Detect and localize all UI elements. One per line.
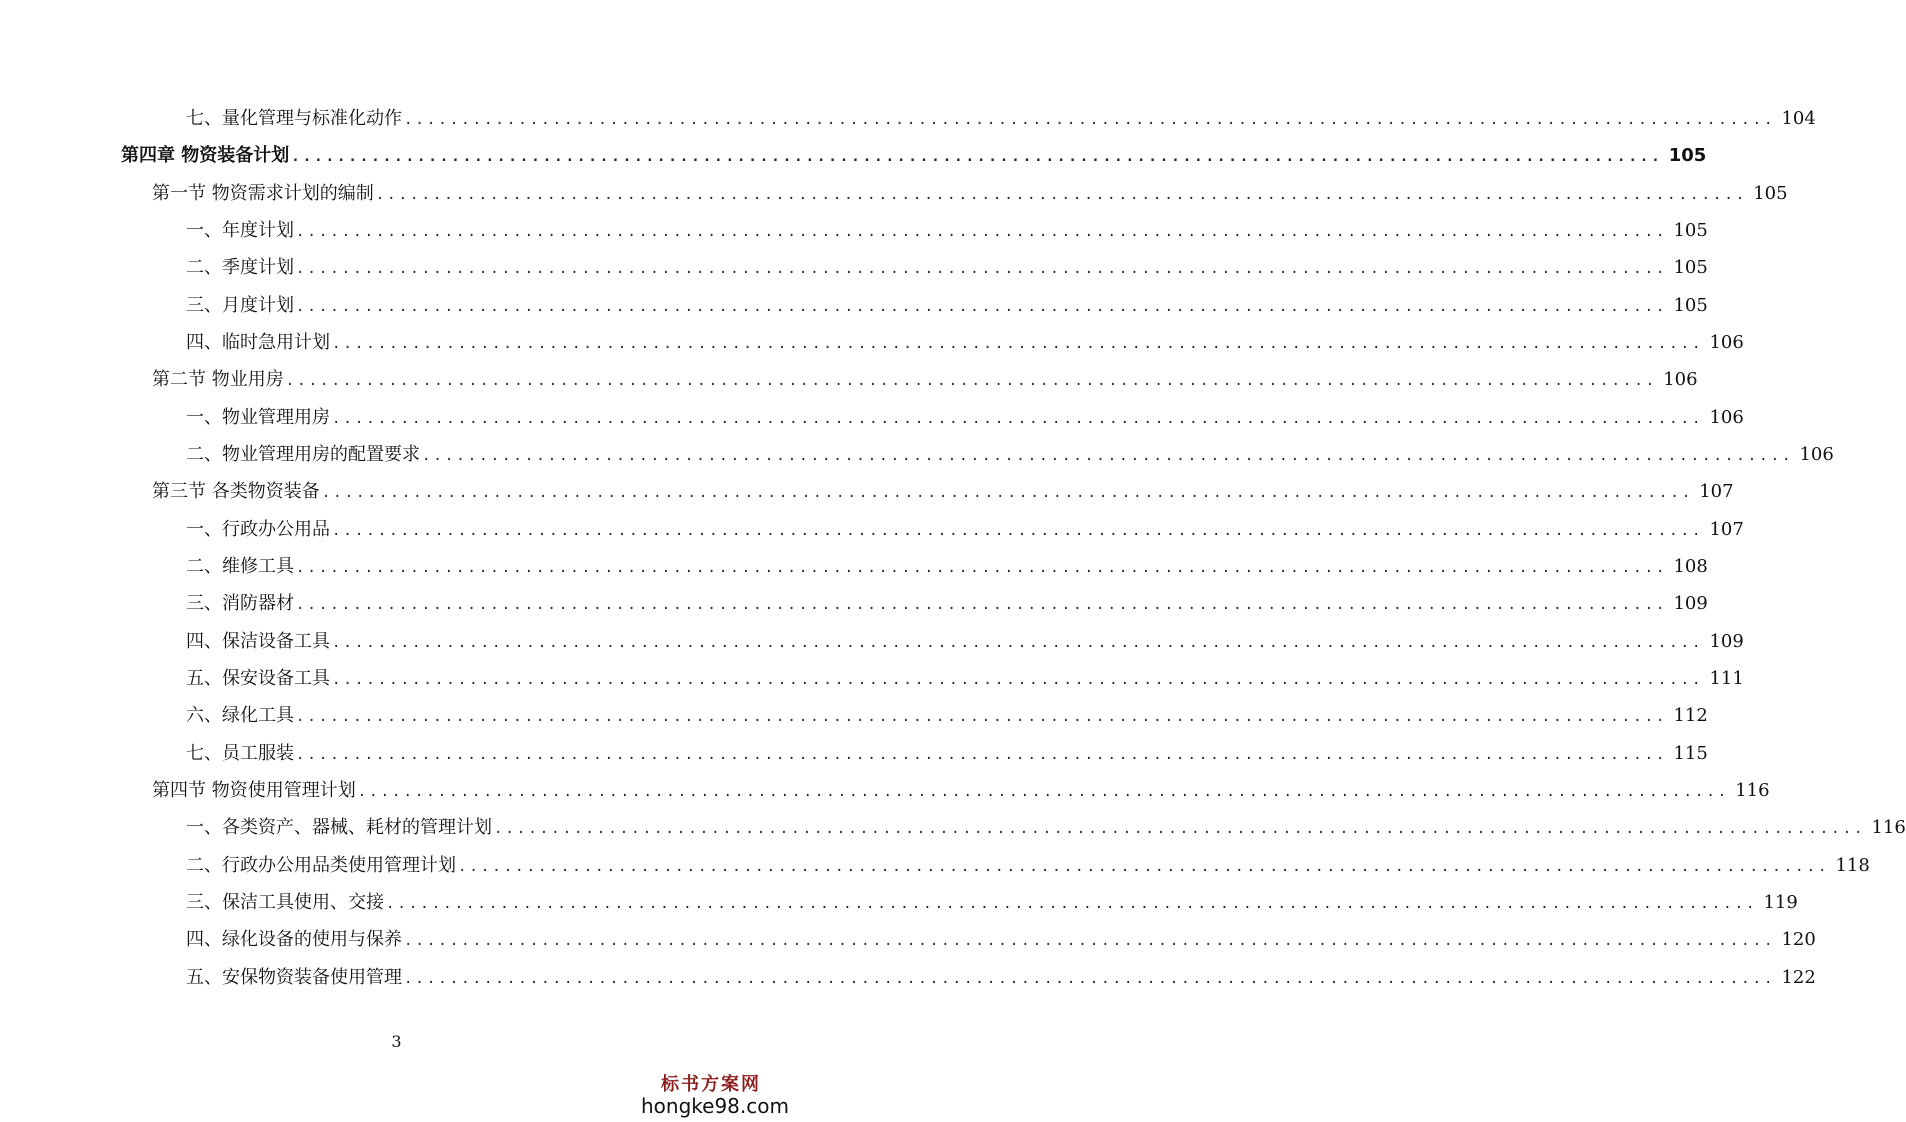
toc-entry-title: 七、量化管理与标准化动作 [186, 108, 402, 129]
toc-entry-title: 第二节 物业用房 [152, 369, 284, 390]
watermark-url: hongke98.com [641, 1094, 789, 1118]
toc-leader-dots: ........................................................................................................................ [386, 896, 1758, 912]
toc-entry-page: 109 [1673, 593, 1708, 614]
toc-entry [186, 925, 1816, 955]
toc-entry [186, 291, 1708, 321]
toc-entry [186, 813, 1906, 843]
toc-entry-page: 119 [1763, 892, 1798, 913]
toc-entry [186, 104, 1816, 134]
toc-entry-page: 112 [1673, 705, 1708, 726]
toc-entry-page: 105 [1668, 145, 1707, 166]
toc-entry-title: 二、季度计划 [186, 257, 294, 278]
toc-entry [186, 963, 1816, 993]
toc-entry-title: 一、年度计划 [186, 220, 294, 241]
toc-leader-dots: ........................................................................................................................ [332, 411, 1704, 427]
toc-entry-page: 111 [1709, 668, 1744, 689]
toc-entry [186, 403, 1744, 433]
toc-entry-title: 二、维修工具 [186, 556, 294, 577]
toc-entry-title: 第三节 各类物资装备 [152, 481, 320, 502]
toc-entry-page: 105 [1673, 257, 1708, 278]
toc-entry-page: 122 [1781, 967, 1816, 988]
toc-entry-page: 108 [1673, 556, 1708, 577]
toc-entry-page: 106 [1709, 332, 1744, 353]
toc-leader-dots: ........................................................................................................................ [296, 747, 1668, 763]
site-watermark [641, 1070, 789, 1118]
toc-entry-page: 109 [1709, 631, 1744, 652]
toc-leader-dots: ........................................................................................................................ [404, 112, 1776, 128]
toc-entry-page: 115 [1673, 743, 1708, 764]
toc-section-entry [152, 365, 1698, 395]
toc-section-entry [152, 477, 1734, 507]
toc-leader-dots: ........................................................................................................................ [458, 859, 1830, 875]
toc-entry-page: 107 [1709, 519, 1744, 540]
toc-entry-title: 二、行政办公用品类使用管理计划 [186, 855, 456, 876]
toc-leader-dots: ........................................................................................................................ [321, 485, 1694, 501]
toc-leader-dots: ........................................................................................................................ [332, 523, 1704, 539]
toc-entry-title: 三、保洁工具使用、交接 [186, 892, 384, 913]
watermark-name: 标书方案网 [661, 1074, 761, 1095]
toc-entry-title: 三、消防器材 [186, 593, 294, 614]
toc-entry [186, 851, 1870, 881]
toc-entry-page: 116 [1871, 817, 1906, 838]
toc-entry-page: 106 [1709, 407, 1744, 428]
toc-entry-title: 第四章 物资装备计划 [121, 145, 290, 166]
toc-entry-page: 118 [1835, 855, 1870, 876]
toc-leader-dots: ........................................................................................................................ [332, 672, 1704, 688]
toc-entry-title: 五、保安设备工具 [186, 668, 330, 689]
toc-entry [186, 589, 1708, 619]
toc-entry [186, 515, 1744, 545]
page-number: 3 [391, 1032, 402, 1051]
toc-leader-dots: ........................................................................................................................ [296, 597, 1668, 613]
toc-entry-title: 七、员工服装 [186, 743, 294, 764]
toc-leader-dots: ........................................................................................................................ [357, 784, 1730, 800]
toc-entry-title: 一、物业管理用房 [186, 407, 330, 428]
toc-entry [186, 739, 1708, 769]
toc-entry [186, 440, 1834, 470]
toc-leader-dots: ........................................................................................................................ [494, 821, 1866, 837]
toc-section-entry [152, 776, 1770, 806]
toc-leader-dots: ........................................................................................................................ [291, 149, 1663, 165]
toc-leader-dots: ........................................................................................................................ [422, 448, 1794, 464]
toc-entry-title: 一、行政办公用品 [186, 519, 330, 540]
toc-entry-page: 106 [1799, 444, 1834, 465]
toc-entry-page: 106 [1663, 369, 1698, 390]
toc-entry [186, 216, 1708, 246]
toc-leader-dots: ........................................................................................................................ [296, 560, 1668, 576]
toc-entry-title: 三、月度计划 [186, 295, 294, 316]
toc-entry [186, 701, 1708, 731]
toc-entry-page: 104 [1781, 108, 1816, 129]
toc-leader-dots: ........................................................................................................................ [296, 261, 1668, 277]
toc-entry-page: 105 [1673, 220, 1708, 241]
toc-leader-dots: ........................................................................................................................ [296, 299, 1668, 315]
toc-section-entry [152, 179, 1788, 209]
toc-entry-page: 120 [1781, 929, 1816, 950]
toc-leader-dots: ........................................................................................................................ [296, 224, 1668, 240]
toc-leader-dots: ........................................................................................................................ [332, 635, 1704, 651]
toc-entry-page: 116 [1735, 780, 1770, 801]
toc-entry-title: 五、安保物资装备使用管理 [186, 967, 402, 988]
toc-entry-page: 107 [1699, 481, 1734, 502]
toc-entry-title: 六、绿化工具 [186, 705, 294, 726]
toc-entry-title: 第一节 物资需求计划的编制 [152, 183, 374, 204]
toc-leader-dots: ........................................................................................................................ [404, 933, 1776, 949]
toc-leader-dots: ........................................................................................................................ [285, 373, 1658, 389]
toc-chapter-entry [121, 141, 1707, 171]
toc-entry-page: 105 [1673, 295, 1708, 316]
toc-entry-title: 四、保洁设备工具 [186, 631, 330, 652]
toc-entry [186, 253, 1708, 283]
toc-entry [186, 664, 1744, 694]
toc-entry [186, 888, 1798, 918]
toc-entry-page: 105 [1753, 183, 1788, 204]
toc-entry [186, 328, 1744, 358]
toc-entry-title: 四、临时急用计划 [186, 332, 330, 353]
toc-leader-dots: ........................................................................................................................ [332, 336, 1704, 352]
toc-entry-title: 一、各类资产、器械、耗材的管理计划 [186, 817, 492, 838]
toc-leader-dots: ........................................................................................................................ [375, 187, 1748, 203]
toc-entry [186, 627, 1744, 657]
toc-entry-title: 四、绿化设备的使用与保养 [186, 929, 402, 950]
toc-entry-title: 第四节 物资使用管理计划 [152, 780, 356, 801]
toc-leader-dots: ........................................................................................................................ [296, 709, 1668, 725]
toc-entry-title: 二、物业管理用房的配置要求 [186, 444, 420, 465]
toc-entry [186, 552, 1708, 582]
toc-leader-dots: ........................................................................................................................ [404, 971, 1776, 987]
